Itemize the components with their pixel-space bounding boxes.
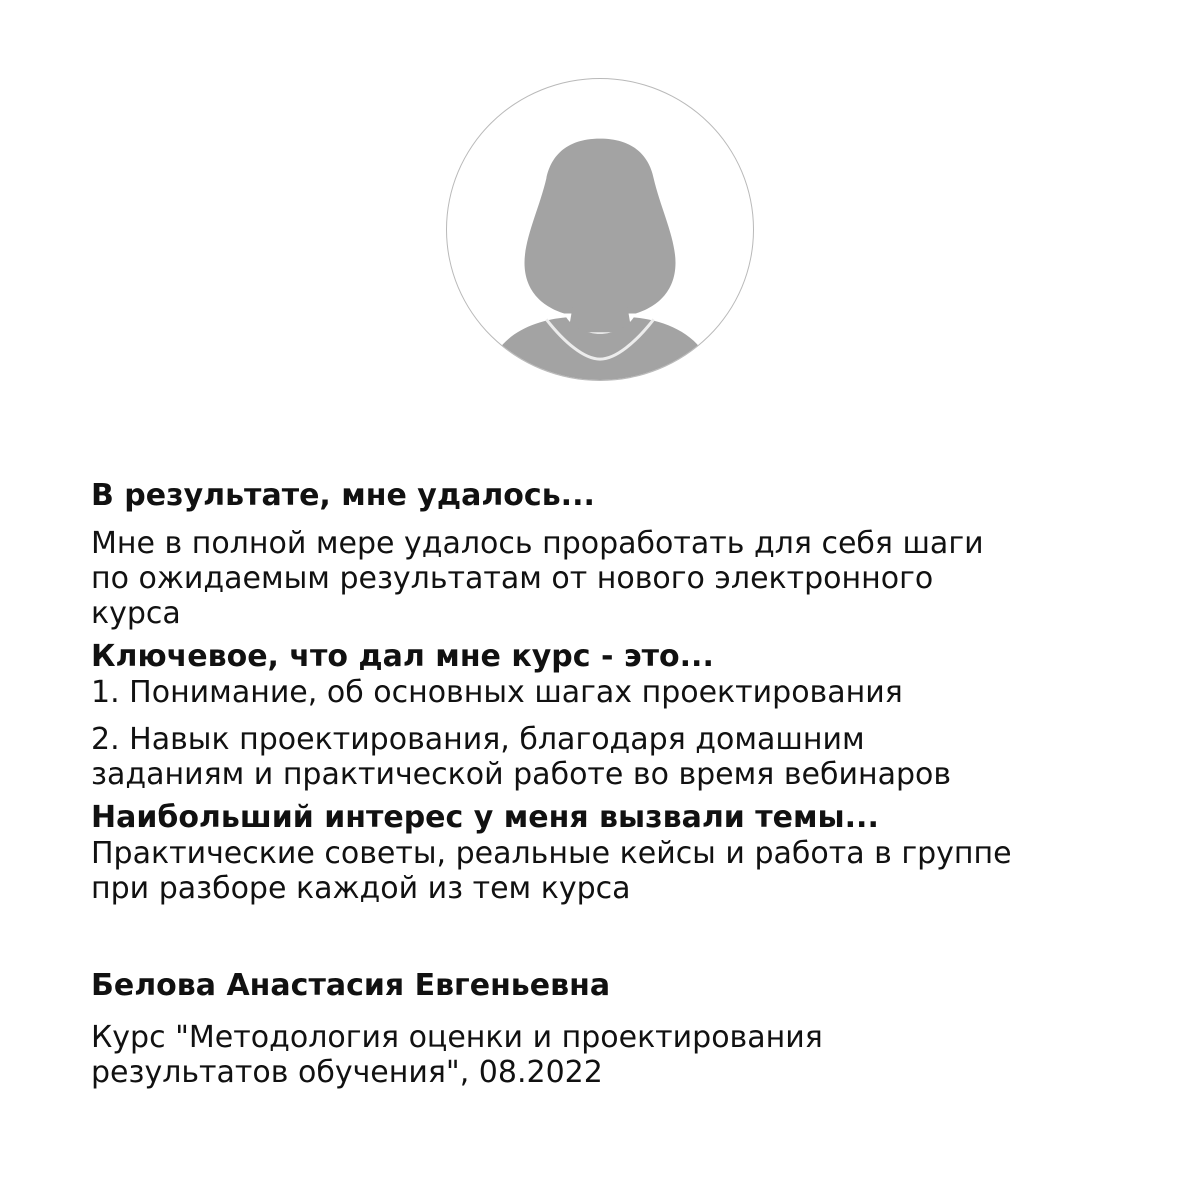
author-name: Белова Анастасия Евгеньевна	[91, 968, 611, 1003]
avatar	[446, 78, 754, 381]
female-silhouette-icon	[447, 79, 753, 380]
key-point-1: 1. Понимание, об основных шагах проектирования	[91, 675, 903, 710]
review-content	[91, 478, 1151, 1090]
key-point-2: 2. Навык проектирования, благодаря домашним заданиям и практической работе во время вебинаров	[91, 722, 952, 792]
result-text: Мне в полной мере удалось проработать для себя шаги по ожидаемым результатам от нового электронного курса	[91, 526, 984, 631]
interest-heading: Наибольший интерес у меня вызвали темы...	[91, 800, 879, 835]
course-info: Курс "Методология оценки и проектирования результатов обучения", 08.2022	[91, 1020, 823, 1090]
interest-text: Практические советы, реальные кейсы и работа в группе при разборе каждой из тем курса	[91, 836, 1012, 906]
key-heading: Ключевое, что дал мне курс - это...	[91, 639, 714, 674]
result-heading: В результате, мне удалось...	[91, 478, 595, 513]
